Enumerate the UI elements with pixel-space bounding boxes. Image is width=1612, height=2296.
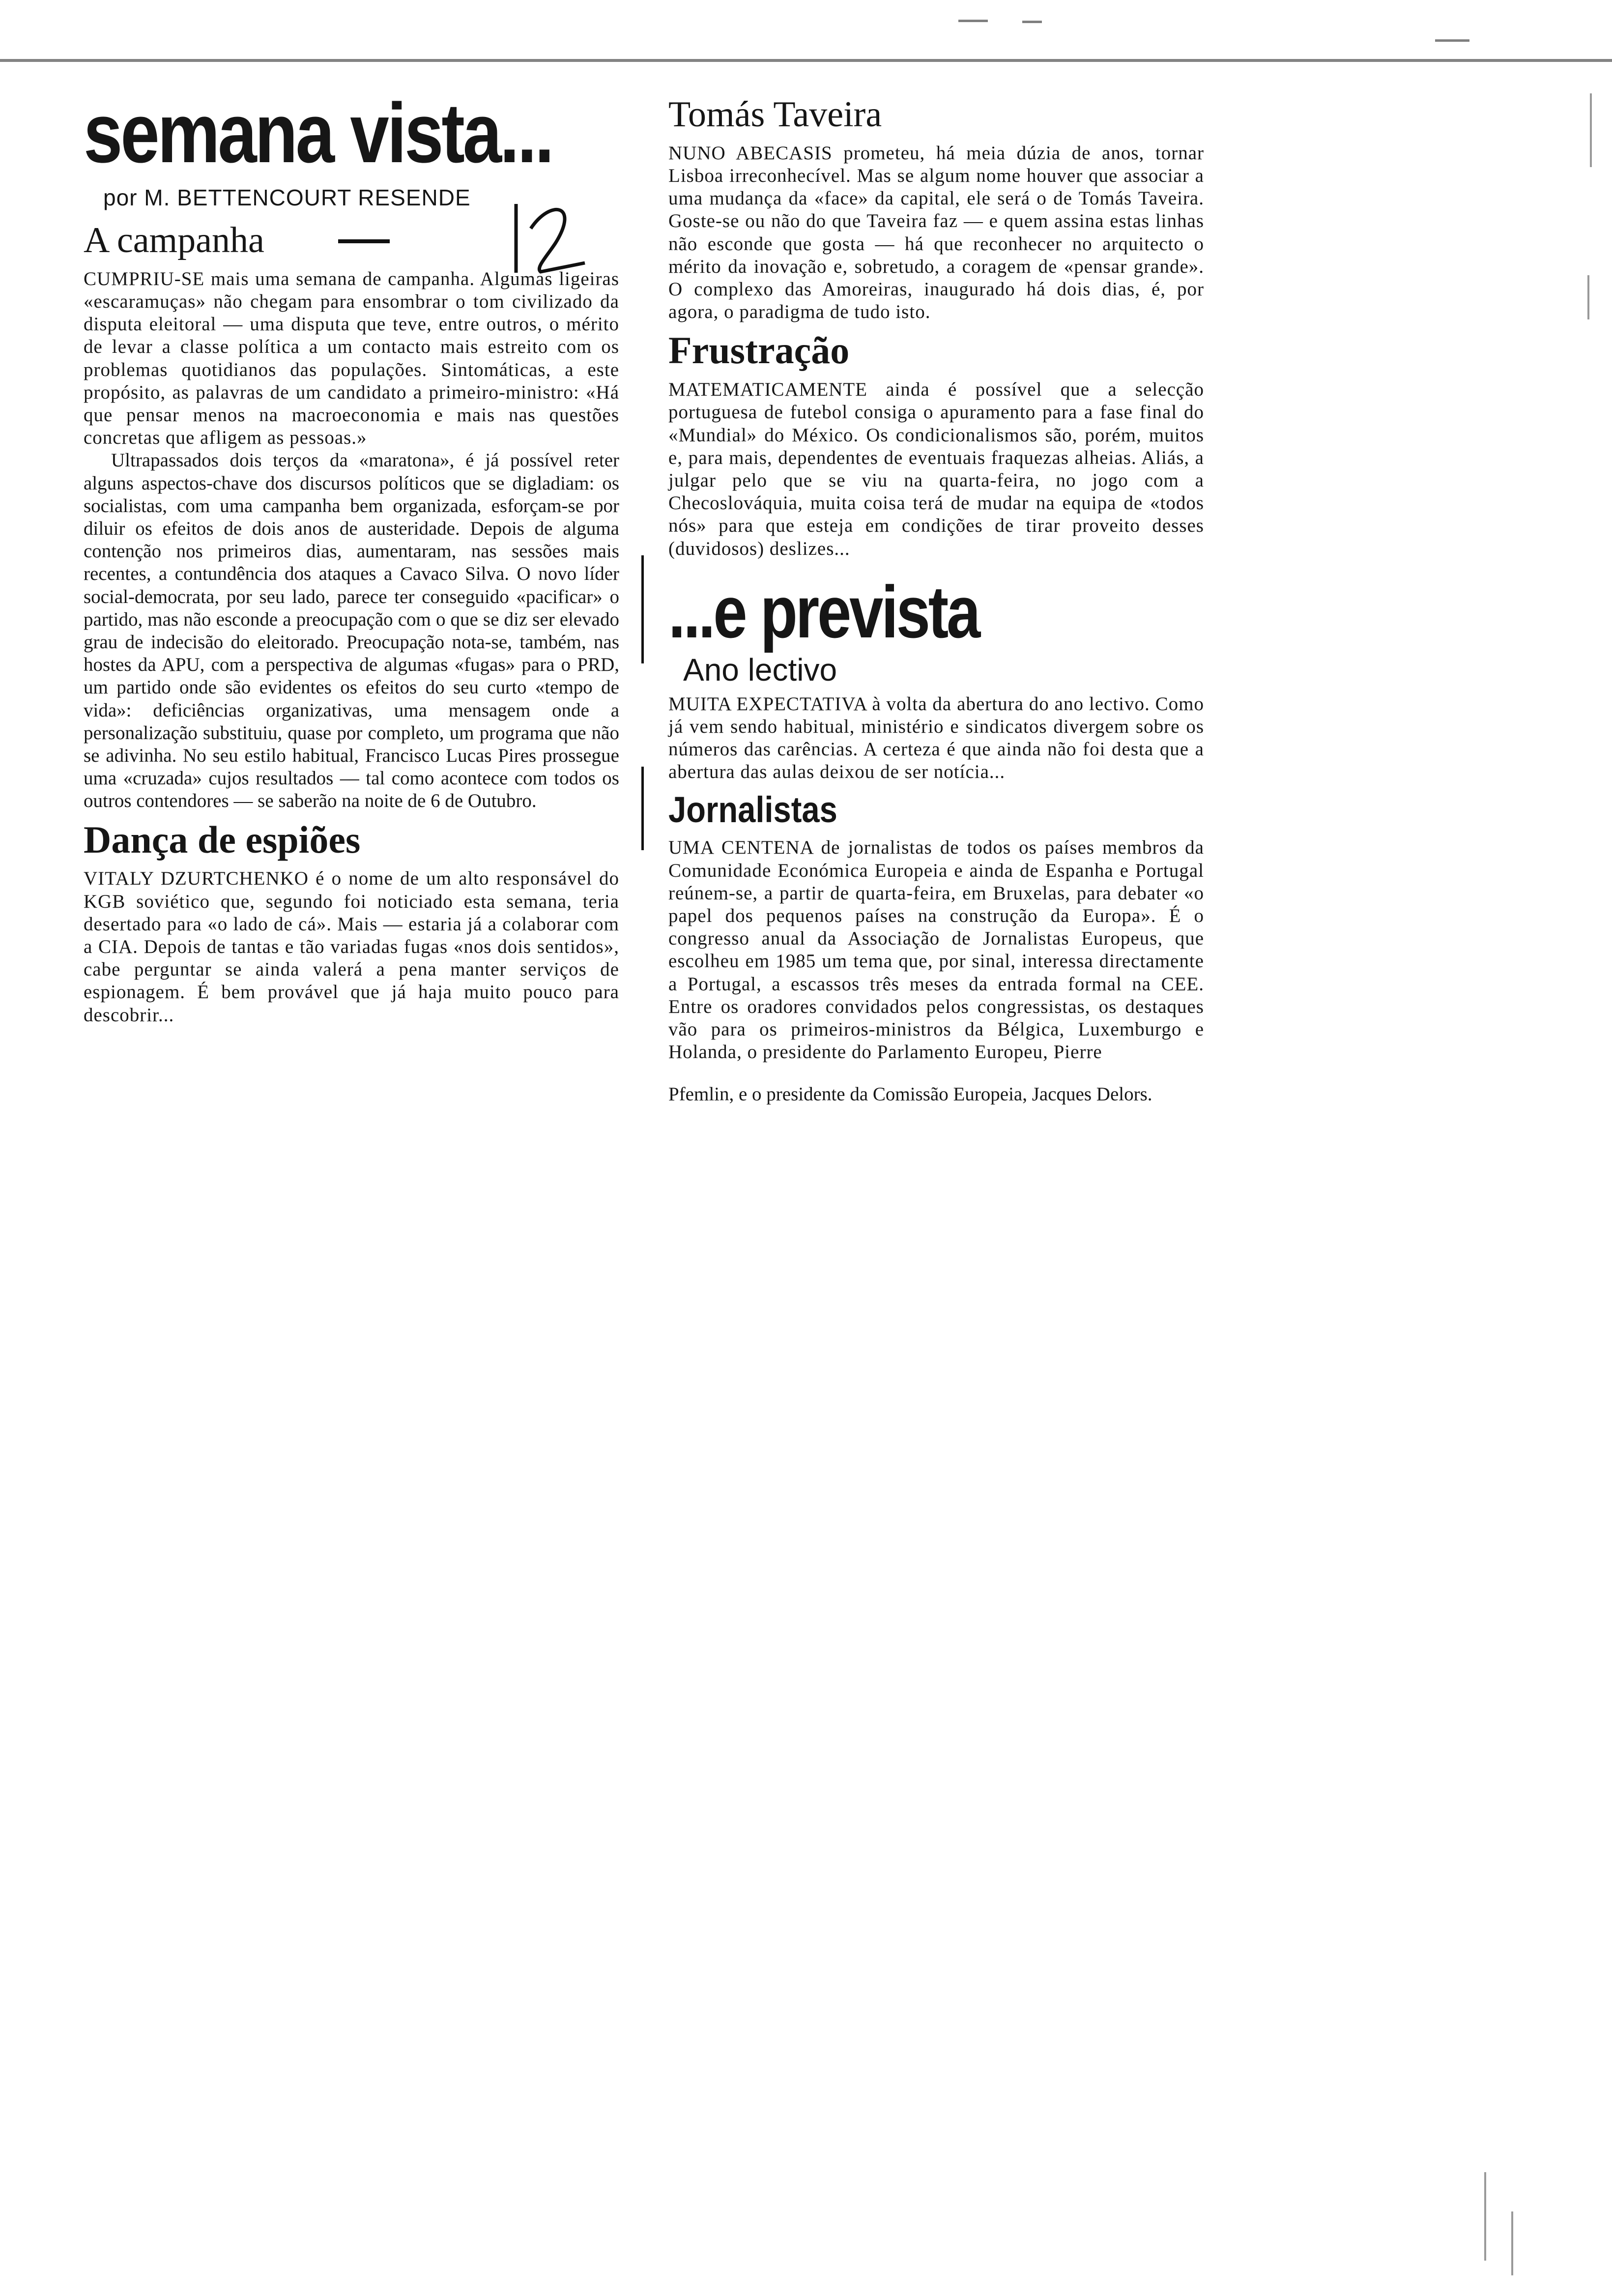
section-title: Jornalistas (668, 789, 837, 830)
scan-top-edge (0, 59, 1612, 62)
paragraph: VITALY DZURTCHENKO é o nome de um alto responsável do KGB soviético que, segundo foi noticiado esta semana, teria desertado para «o lado de cá». Mais — estaria já a colaborar com a CIA. Depois de tantas e tão variadas fugas «nos dois sentidos», cabe perguntar se ainda valerá a pena manter serviços de espionagem. É bem provável que já haja muito pouco para descobrir... (84, 868, 619, 1026)
column-rule (641, 767, 644, 850)
section-title: Ano lectivo (683, 652, 837, 688)
right-column (668, 96, 1204, 1106)
section-espioes (84, 820, 619, 1027)
page-title: semana vista... (84, 86, 552, 180)
left-column (84, 86, 619, 1027)
paragraph: MUITA EXPECTATIVA à volta da abertura do ano lectivo. Como já vem sendo habitual, ministério e sindicatos divergem sobre os números das carências. A certeza é que ainda não foi desta que a abertura das aulas deixou de ser notícia... (668, 693, 1204, 783)
paragraph: CUMPRIU-SE mais uma semana de campanha. Algumas ligeiras «escaramuças» não chegam para ensombrar o tom civilizado da disputa eleitoral — uma disputa que teve, entre outros, o mérito de levar a classe política a um contacto mais estreito com os problemas quotidianos das populações. Sintomáticas, a este propósito, as palavras de um candidato a primeiro-ministro: «Há que pensar menos na macroeconomia e mais nas questões concretas que afligem as pessoas.» (84, 268, 619, 449)
section-title: Dança de espiões (84, 818, 361, 861)
section-title: Frustração (668, 329, 850, 372)
paragraph: Ultrapassados dois terços da «maratona», é já possível reter alguns aspectos-chave dos discursos políticos que se digladiam: os socialistas, com uma campanha bem organizada, esforçam-se por diluir os efeitos de dois anos de austeridade. Depois de alguma contenção nos primeiros dias, aumentaram, nas sessões mais recentes, a contundência dos ataques a Cavaco Silva. O novo líder social-democrata, por seu lado, parece ter conseguido «pacificar» o partido, mas não esconde a preocupação com o que se diz ser elevado grau de indecisão do eleitorado. Preocupação nota-se, também, nas hostes da APU, com a perspectiva de algumas «fugas» para o PRD, um partido onde são evidentes os efeitos do seu curto «tempo de vida»: deficiências organizativas, uma mensagem onde a personalização substituiu, quase por completo, um programa que não se adivinha. No seu estilo habitual, Francisco Lucas Pires prossegue uma «cruzada» cujos resultados — tal como acontece com todos os outros contendores — se saberão na noite de 6 de Outubro. (84, 450, 619, 812)
paragraph: NUNO ABECASIS prometeu, há meia dúzia de anos, tornar Lisboa irreconhecível. Mas se algum nome houver que associar a uma mudança da «face» da capital, ele será o de Tomás Taveira. Goste-se ou não do que Taveira faz — e quem assina estas linhas não esconde que gosta — há que reconhecer no arquitecto o mérito da inovação e, sobretudo, a coragem de «pensar grande». O complexo das Amoreiras, inaugurado há dois dias, é, por agora, o paradigma de tudo isto. (668, 142, 1204, 323)
scan-mark (1435, 39, 1469, 42)
spacer (668, 1063, 1204, 1083)
title-rule (338, 239, 390, 243)
section-campanha (84, 215, 619, 813)
prevista-title: ...e prevista (668, 570, 979, 653)
column-rule (641, 555, 644, 663)
section-taveira (668, 96, 1204, 323)
scan-mark (958, 20, 988, 22)
section-jornalistas (668, 791, 1204, 1106)
scan-mark (1587, 275, 1589, 319)
scan-mark (1590, 93, 1592, 167)
scan-mark (1022, 21, 1042, 23)
byline: por M. BETTENCOURT RESENDE (103, 185, 471, 210)
scan-mark (1511, 2211, 1513, 2275)
section-title: Tomás Taveira (668, 94, 882, 135)
scan-mark (1484, 2172, 1486, 2261)
section-ano-lectivo (668, 652, 1204, 784)
paragraph: MATEMATICAMENTE ainda é possível que a selecção portuguesa de futebol consiga o apuramento para a fase final do «Mundial» do México. Os condicionalismos são, porém, muitos e, para mais, dependentes de eventuais fraquezas alheias. Aliás, a julgar pelo que se viu na quarta-feira, no jogo com a Checoslováquia, muita coisa terá de mudar na equipa de «todos nós» para que esteja em condições de tirar proveito desses (duvidosos) deslizes... (668, 379, 1204, 559)
paragraph: Pfemlin, e o presidente da Comissão Europeia, Jacques Delors. (668, 1084, 1152, 1105)
paragraph: UMA CENTENA de jornalistas de todos os países membros da Comunidade Económica Europeia e ainda de Espanha e Portugal reúnem-se, a partir de quarta-feira, em Bruxelas, para debater «o papel dos pequenos países na construção da Europa». É o congresso anual da Associação de Jornalistas Europeus, que escolheu em 1985 um tema que, por sinal, interessa directamente a Portugal, a escassos três meses da entrada formal na CEE. Entre os oradores convidados pelos congressistas, os destaques vão para os primeiros-ministros da Bélgica, Luxemburgo e Holanda, o presidente do Parlamento Europeu, Pierre (668, 837, 1204, 1063)
section-title: A campanha (84, 220, 264, 260)
section-frustracao (668, 330, 1204, 560)
